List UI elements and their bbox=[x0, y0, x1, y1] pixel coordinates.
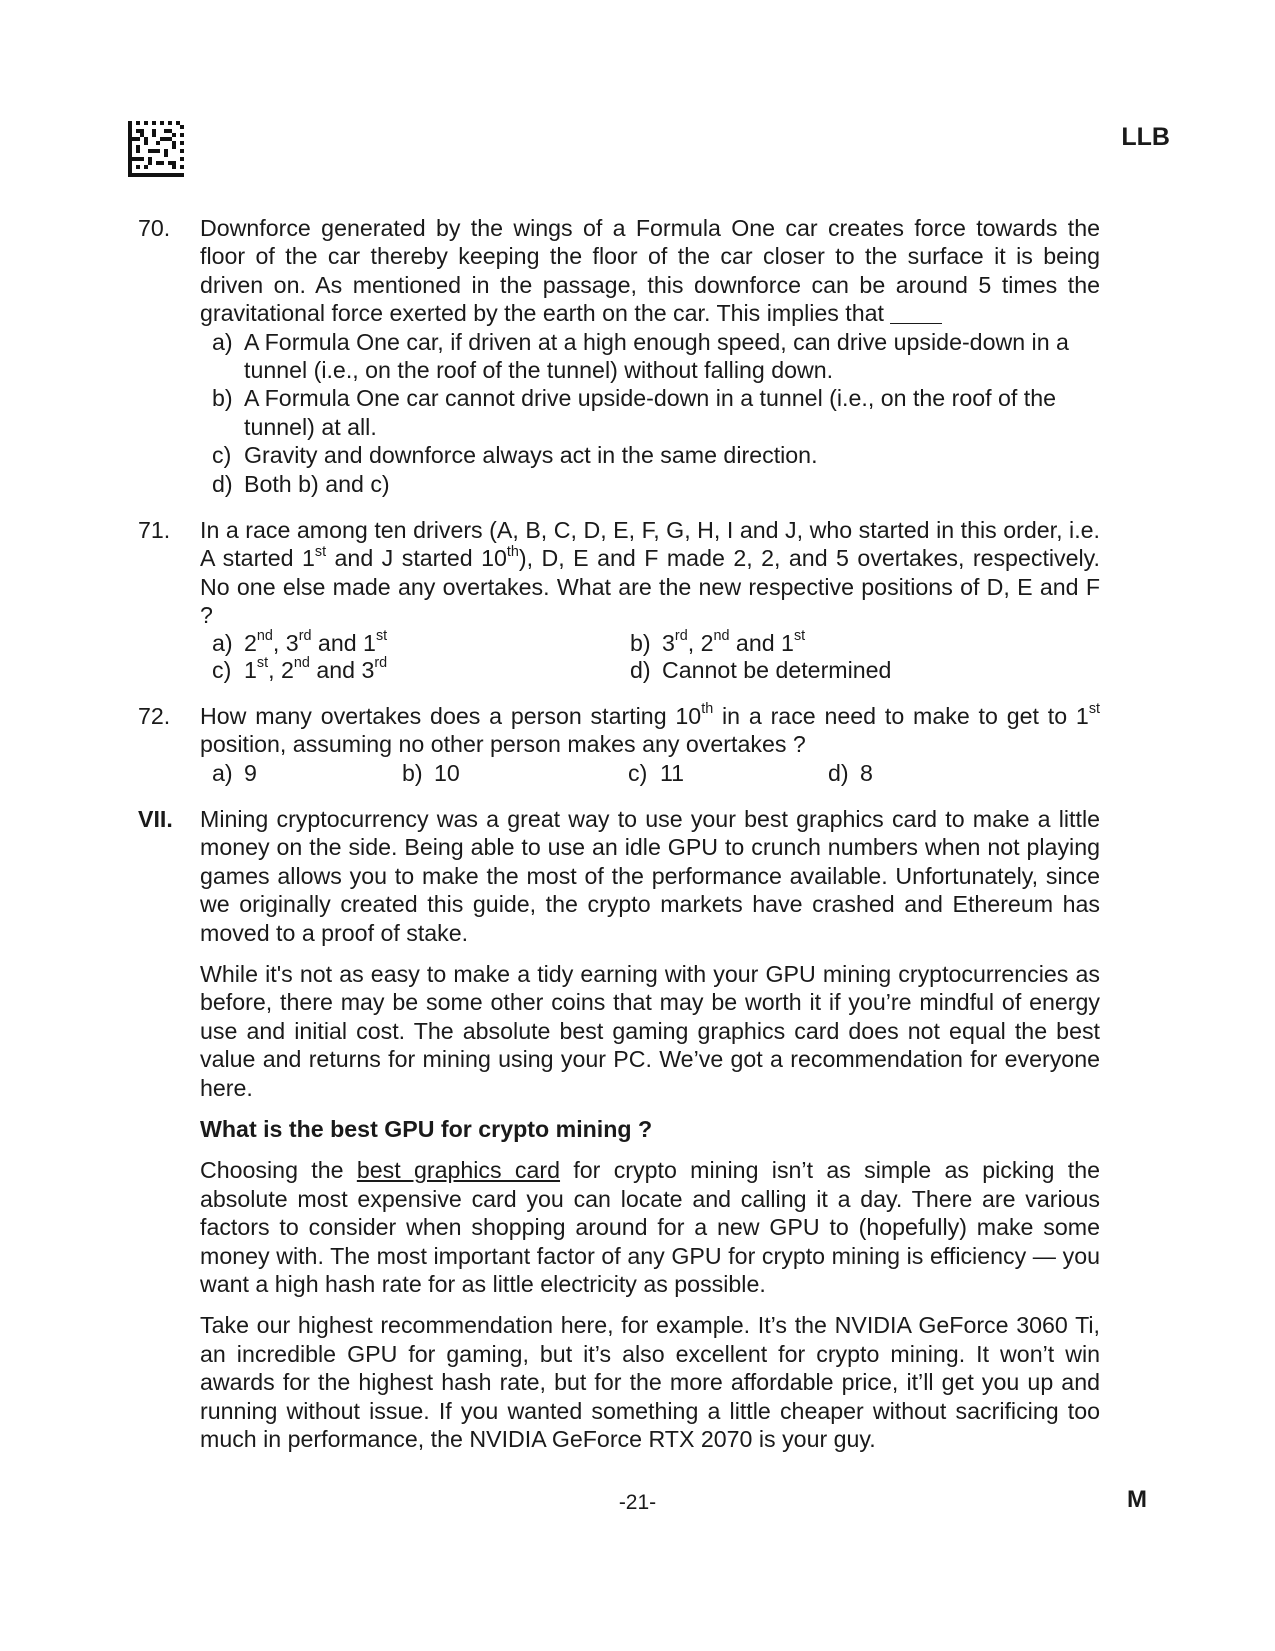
answer-blank bbox=[890, 300, 942, 324]
question-number: 70. bbox=[138, 215, 171, 241]
question-70 bbox=[138, 214, 1100, 498]
option-part: and 3 bbox=[309, 656, 375, 683]
question-stem bbox=[200, 702, 1100, 759]
question-number: 72. bbox=[138, 702, 171, 729]
question-number: 71. bbox=[138, 517, 171, 544]
option-text: Gravity and downforce always act in the same direction. bbox=[244, 442, 818, 469]
option-label: d) bbox=[212, 470, 233, 497]
stem-part: in a race need to make to get to 1 bbox=[713, 702, 1089, 729]
question-stem-text: Downforce generated by the wings of a Formula One car creates force towards the floor of the car thereby keeping the floor of the car closer to the surface it is being driven on. As mentioned in the passage, this downforce can be around 5 times the gravitational force exerted by the earth on the car. This implies that bbox=[200, 215, 1100, 327]
option-b bbox=[402, 759, 628, 787]
option-text bbox=[244, 627, 388, 657]
option-label: a) bbox=[212, 759, 233, 786]
option-part: 2 bbox=[244, 629, 257, 656]
ordinal-suffix: th bbox=[701, 700, 714, 717]
ordinal-suffix: st bbox=[1088, 700, 1100, 717]
ordinal-suffix: rd bbox=[374, 654, 388, 671]
option-text: 10 bbox=[434, 759, 460, 786]
option-text: 8 bbox=[860, 759, 873, 786]
option-c bbox=[628, 759, 828, 787]
question-72 bbox=[138, 702, 1100, 787]
question-body bbox=[200, 702, 1100, 787]
stem-part: How many overtakes does a person starting 10 bbox=[200, 702, 702, 729]
option-b bbox=[630, 627, 1100, 657]
ordinal-suffix: nd bbox=[256, 627, 273, 644]
option-text bbox=[662, 627, 806, 657]
passage-paragraph-2: While it's not as easy to make a tidy earning with your GPU mining cryptocurrencies as before, there may be some other coins that may be worth it if you’re mindful of energy use and initial cost. The absolute best gaming graphics card does not equal the best value and returns for mining using your PC. We’ve got a recommendation for everyone here. bbox=[200, 960, 1100, 1101]
option-part: 1 bbox=[244, 656, 257, 683]
option-a bbox=[200, 328, 1100, 385]
option-label: b) bbox=[402, 759, 423, 786]
option-text: 11 bbox=[660, 759, 685, 786]
options-grid bbox=[200, 627, 1100, 684]
section-number: VII. bbox=[138, 805, 173, 832]
ordinal-suffix: st bbox=[314, 543, 327, 560]
option-label: c) bbox=[628, 759, 648, 786]
passage-paragraph-1: Mining cryptocurrency was a great way to use your best graphics card to make a little money on the side. Being able to use an idle GPU to crunch numbers when not playing games allows you to make the most of the performance available. Unfortunately, since we originally created this guide, the crypto markets have crashed and Ethereum has moved to a proof of stake. bbox=[200, 805, 1100, 946]
stem-part: ), D, E and F made 2, 2, and 5 overtakes, respectively. No one else made any overtakes. What are the new respective positions of D, E and F ? bbox=[200, 545, 1100, 629]
option-d bbox=[200, 470, 1100, 498]
datamatrix-barcode bbox=[128, 121, 184, 177]
option-c bbox=[200, 441, 1100, 469]
option-part: , 2 bbox=[268, 656, 294, 683]
question-71 bbox=[138, 516, 1100, 684]
option-label: b) bbox=[212, 385, 233, 412]
option-c bbox=[212, 654, 630, 684]
option-label: c) bbox=[212, 442, 232, 469]
ordinal-suffix: st bbox=[793, 627, 806, 644]
option-text: Cannot be determined bbox=[662, 656, 892, 683]
option-text: 9 bbox=[244, 759, 257, 786]
question-body bbox=[200, 214, 1100, 498]
option-label: b) bbox=[630, 629, 651, 656]
stem-part: position, assuming no other person makes any overtakes ? bbox=[200, 731, 806, 758]
option-part: , 3 bbox=[272, 629, 299, 656]
passage-heading: What is the best GPU for crypto mining ? bbox=[200, 1115, 653, 1142]
paper-code: LLB bbox=[1121, 123, 1170, 151]
stem-part: In a race among ten drivers (A, B, C, D, E, F, G, H, I and J, who started in this order, i.e. A started 1 bbox=[200, 517, 1100, 572]
option-part: and 1 bbox=[729, 629, 794, 656]
passage-body bbox=[200, 805, 1100, 1454]
passage-paragraph-3 bbox=[200, 1156, 1100, 1298]
option-text bbox=[244, 654, 388, 684]
page-body bbox=[138, 214, 1100, 1453]
ordinal-suffix: st bbox=[256, 654, 269, 671]
ordinal-suffix: nd bbox=[293, 654, 310, 671]
ordinal-suffix: th bbox=[506, 543, 519, 560]
option-a bbox=[212, 759, 402, 787]
ordinal-suffix: nd bbox=[713, 627, 730, 644]
ordinal-suffix: rd bbox=[298, 627, 312, 644]
ordinal-suffix: st bbox=[375, 627, 388, 644]
options-grid bbox=[200, 759, 1100, 787]
option-label: d) bbox=[630, 656, 651, 683]
passage-paragraph-4: Take our highest recommendation here, for example. It’s the NVIDIA GeForce 3060 Ti, an incredible GPU for gaming, but it’s also excellent for crypto mining. It won’t win awards for the highest hash rate, but for the more affordable price, it’ll get you up and running without issue. If you wanted something a little cheaper without sacrificing too much in performance, the NVIDIA GeForce RTX 2070 is your guy. bbox=[200, 1312, 1100, 1453]
question-body bbox=[200, 516, 1100, 684]
series-mark: M bbox=[1127, 1486, 1147, 1513]
stem-part: and J started 10 bbox=[326, 545, 507, 572]
option-label: a) bbox=[212, 328, 233, 355]
paragraph-part: for crypto mining isn’t as simple as picking the absolute most expensive card you can locate and calling it a day. There are various factors to consider when shopping around for a new GPU to (hopefully) make some money with. The most important factor of any GPU for crypto mining is efficiency — you want a high hash rate for as little electricity as possible. bbox=[200, 1157, 1100, 1297]
option-b bbox=[200, 384, 1100, 441]
option-text: A Formula One car cannot drive upside-down in a tunnel (i.e., on the roof of the tunnel) at all. bbox=[244, 385, 1057, 440]
option-label: d) bbox=[828, 759, 849, 786]
question-stem bbox=[200, 516, 1100, 630]
option-part: 3 bbox=[662, 629, 675, 656]
question-stem bbox=[200, 214, 1100, 328]
option-label: a) bbox=[212, 629, 233, 656]
underlined-link[interactable]: best graphics card bbox=[356, 1157, 561, 1184]
option-a bbox=[212, 627, 630, 657]
passage-section bbox=[138, 805, 1100, 1454]
option-part: , 2 bbox=[687, 629, 714, 656]
ordinal-suffix: rd bbox=[674, 627, 688, 644]
option-text: Both b) and c) bbox=[244, 470, 390, 497]
paragraph-part: Choosing the bbox=[200, 1157, 357, 1184]
option-label: c) bbox=[212, 656, 232, 683]
option-d bbox=[828, 759, 1100, 787]
page-number: -21- bbox=[618, 1491, 657, 1514]
option-part: and 1 bbox=[311, 629, 376, 656]
option-text: A Formula One car, if driven at a high enough speed, can drive upside-down in a tunnel (i.e., on the roof of the tunnel) without falling down. bbox=[244, 328, 1069, 384]
option-d bbox=[630, 657, 1100, 684]
